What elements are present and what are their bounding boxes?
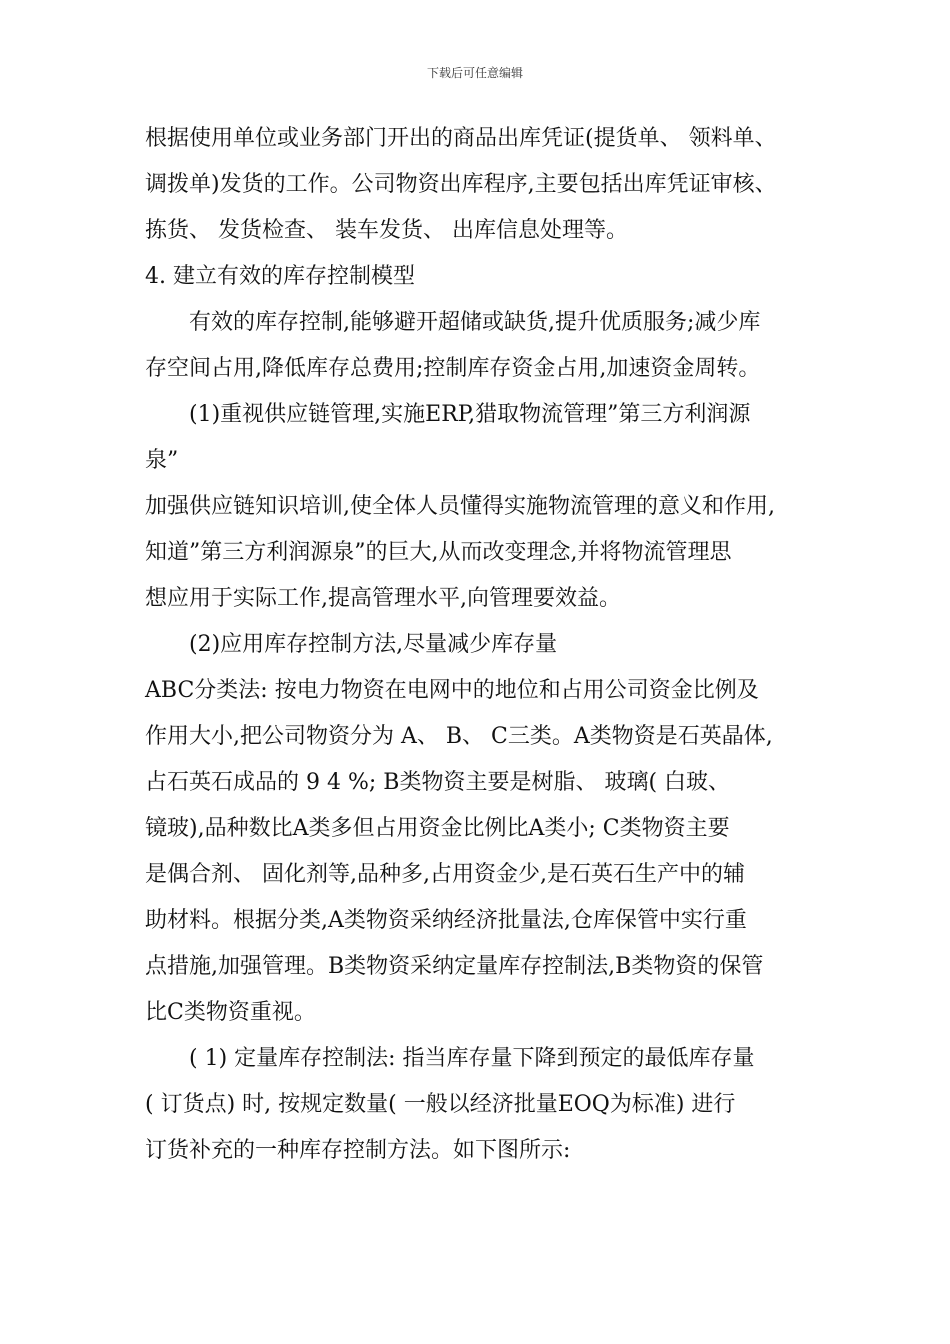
paragraph-line: 是偶合剂、 固化剂等,品种多,占用资金少,是石英石生产中的辅 <box>145 862 745 887</box>
paragraph-line: 想应用于实际工作,提高管理水平,向管理要效益。 <box>145 586 621 611</box>
paragraph-line: 根据使用单位或业务部门开出的商品出库凭证(提货单、 领料单、 <box>145 126 777 151</box>
paragraph-line: 调拨单)发货的工作。公司物资出库程序,主要包括出库凭证审核、 <box>145 172 777 197</box>
paragraph-line: ( 订货点) 时, 按规定数量( 一般以经济批量EOQ为标准) 进行 <box>145 1092 736 1117</box>
paragraph-line: ( 1) 定量库存控制法: 指当库存量下降到预定的最低库存量 <box>189 1046 755 1071</box>
paragraph-line: 占石英石成品的 9 4 %; B类物资主要是树脂、 玻璃( 白玻、 <box>145 770 731 795</box>
paragraph-line: ABC分类法: 按电力物资在电网中的地位和占用公司资金比例及 <box>145 678 759 703</box>
paragraph-line: 存空间占用,降低库存总费用;控制库存资金占用,加速资金周转。 <box>145 356 761 381</box>
paragraph-line: 订货补充的一种库存控制方法。如下图所示: <box>145 1138 571 1163</box>
section-heading: 4. 建立有效的库存控制模型 <box>145 264 415 289</box>
subsection-heading: (1)重视供应链管理,实施ERP,猎取物流管理”第三方利润源 <box>189 402 751 427</box>
paragraph-line: 助材料。根据分类,A类物资采纳经济批量法,仓库保管中实行重 <box>145 908 747 933</box>
paragraph-line: 镜玻),品种数比A类多但占用资金比例比A类小; C类物资主要 <box>145 816 730 841</box>
paragraph-line: 作用大小,把公司物资分为 A、 B、 C三类。A类物资是石英晶体, <box>145 724 773 749</box>
page-header: 下载后可任意编辑 <box>426 66 523 80</box>
paragraph-line: 拣货、 发货检查、 装车发货、 出库信息处理等。 <box>145 218 628 243</box>
paragraph-line: 有效的库存控制,能够避开超储或缺货,提升优质服务;减少库 <box>189 310 761 335</box>
paragraph-line: 加强供应链知识培训,使全体人员懂得实施物流管理的意义和作用, <box>145 494 775 519</box>
paragraph-line: 比C类物资重视。 <box>145 1000 316 1025</box>
subsection-heading: (2)应用库存控制方法,尽量减少库存量 <box>189 632 558 657</box>
subsection-heading-continued: 泉” <box>145 448 179 473</box>
paragraph-line: 点措施,加强管理。B类物资采纳定量库存控制法,B类物资的保管 <box>145 954 764 979</box>
paragraph-line: 知道”第三方利润源泉”的巨大,从而改变理念,并将物流管理思 <box>145 540 732 565</box>
document-body <box>145 116 820 1174</box>
